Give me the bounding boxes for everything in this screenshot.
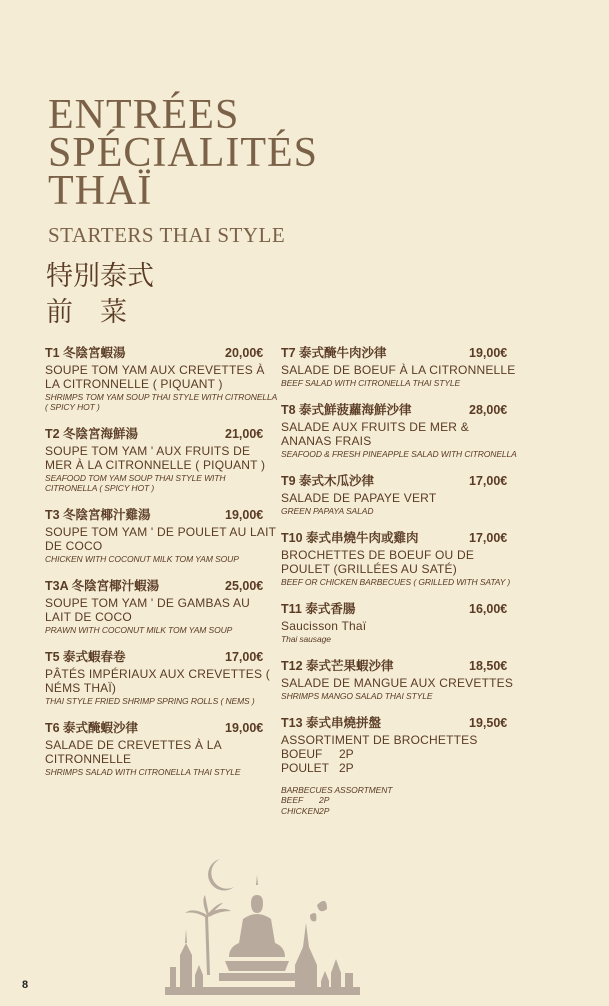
chinese-title-line: 特別泰式	[46, 261, 154, 292]
item-name-en: BEEF SALAD WITH CITRONELLA THAI STYLE	[281, 378, 461, 388]
menu-item	[45, 345, 277, 412]
item-code: T8 泰式鮮菠蘿海鮮沙律	[281, 403, 412, 417]
assortment-row	[281, 761, 521, 775]
item-name-fr: SALADE DE MANGUE AUX CREVETTES	[281, 676, 514, 690]
item-name-fr: SOUPE TOM YAM ' DE POULET AU LAIT DE COCO	[45, 525, 276, 553]
item-code: T6 泰式醃蝦沙律	[45, 721, 139, 735]
menu-item	[45, 507, 277, 564]
title-line: THAÏ	[48, 168, 153, 214]
item-name-en: SHRIMPS SALAD WITH CITRONELLA THAI STYLE	[45, 767, 241, 777]
page-number: 8	[22, 979, 29, 991]
item-name-fr: SALADE DE PAPAYE VERT	[281, 491, 437, 505]
item-price: 19,00€	[469, 346, 508, 360]
assortment-label: BOEUF	[281, 747, 323, 761]
item-price: 18,50€	[469, 659, 508, 673]
assortment-qty-en: 2P	[319, 795, 330, 805]
item-code: T2 冬陰宮海鮮湯	[45, 427, 139, 441]
title-line: ENTRÉES	[48, 92, 240, 138]
leaf-icon	[310, 913, 316, 921]
menu-item	[45, 426, 277, 493]
item-price: 20,00€	[225, 346, 264, 360]
menu-item	[281, 402, 521, 459]
item-name-en: SEAFOOD & FRESH PINEAPPLE SALAD WITH CITRONELLA	[281, 449, 517, 459]
menu-item	[45, 720, 277, 777]
stupa-icon	[180, 929, 192, 995]
item-code: T3A 冬陰宮椰汁蝦湯	[45, 579, 160, 593]
menu-item	[281, 345, 521, 388]
menu-item	[45, 578, 277, 635]
thai-skyline-illustration	[145, 855, 365, 995]
item-code: T1 冬陰宮蝦湯	[45, 346, 126, 360]
item-name-fr: SALADE AUX FRUITS DE MER & ANANAS FRAIS	[281, 420, 469, 448]
assortment-row-en	[281, 806, 521, 817]
item-name-fr: Saucisson Thaï	[281, 619, 367, 633]
item-code: T12 泰式芒果蝦沙律	[281, 659, 394, 673]
item-code: T3 冬陰宮椰汁雞湯	[45, 508, 151, 522]
item-name-en: SHRIMPS TOM YAM SOUP THAI STYLE WITH CITRONELLA ( SPICY HOT )	[45, 392, 277, 412]
assortment-qty: 2P	[339, 747, 354, 761]
item-code: T10 泰式串燒牛肉或雞肉	[281, 531, 419, 545]
menu-column-right	[281, 345, 521, 831]
menu-item	[45, 649, 277, 706]
item-name-fr: BROCHETTES DE BOEUF OU DE POULET (GRILLÉES AU SATÉ)	[281, 548, 475, 576]
item-name-en: BARBECUES ASSORTMENT	[281, 785, 393, 795]
item-code: T5 泰式蝦春卷	[45, 650, 126, 664]
assortment-row	[281, 747, 521, 761]
item-name-en: SHRIMPS MANGO SALAD THAI STYLE	[281, 691, 433, 701]
item-price: 17,00€	[225, 650, 264, 664]
item-price: 17,00€	[469, 531, 508, 545]
buddha-statue-icon	[219, 875, 295, 981]
chinese-title	[46, 259, 154, 331]
item-name-fr: SOUPE TOM YAM ' AUX FRUITS DE MER À LA CITRONNELLE ( PIQUANT )	[45, 444, 266, 472]
item-name-fr: SOUPE TOM YAM AUX CREVETTES À LA CITRONNELLE ( PIQUANT )	[45, 363, 265, 391]
page-subtitle: STARTERS THAI STYLE	[48, 223, 286, 247]
item-name-fr: PÂTÉS IMPÉRIAUX AUX CREVETTES ( NÉMS THAÏ)	[45, 667, 270, 695]
item-code: T7 泰式醃牛肉沙律	[281, 346, 387, 360]
menu-item	[281, 715, 521, 817]
item-name-en: PRAWN WITH COCONUT MILK TOM YAM SOUP	[45, 625, 233, 635]
item-price: 28,00€	[469, 403, 508, 417]
item-name-en: BEEF OR CHICKEN BARBECUES ( GRILLED WITH SATAY )	[281, 577, 511, 587]
item-price: 16,00€	[469, 602, 508, 616]
item-name-fr: SALADE DE CREVETTES À LA CITRONNELLE	[45, 738, 222, 766]
item-price: 19,00€	[225, 721, 264, 735]
item-name-en: THAI STYLE FRIED SHRIMP SPRING ROLLS ( NEMS )	[45, 696, 255, 706]
menu-item	[281, 601, 521, 644]
item-price: 25,00€	[225, 579, 264, 593]
stupa-icon	[295, 923, 317, 995]
item-name-en: CHICKEN WITH COCONUT MILK TOM YAM SOUP	[45, 554, 239, 564]
assortment-label-en: BEEF	[281, 795, 304, 805]
item-name-en: Thai sausage	[281, 634, 331, 644]
assortment-qty-en: 2P	[319, 806, 330, 816]
item-price: 19,50€	[469, 716, 508, 730]
chinese-title-line: 前 菜	[46, 297, 127, 328]
page-title	[48, 92, 319, 214]
assortment-qty: 2P	[339, 761, 354, 775]
crescent-moon-icon	[208, 859, 234, 890]
item-code: T9 泰式木瓜沙律	[281, 474, 375, 488]
menu-column-left	[45, 345, 277, 791]
leaf-icon	[317, 901, 327, 911]
item-name-en: GREEN PAPAYA SALAD	[281, 506, 374, 516]
title-line: SPÉCIALITÉS	[48, 130, 319, 176]
item-name-fr: ASSORTIMENT DE BROCHETTES	[281, 733, 478, 747]
item-name-en: SEAFOOD TOM YAM SOUP THAI STYLE WITH CITRONELLA ( SPICY HOT )	[45, 473, 226, 493]
item-name-fr: SOUPE TOM YAM ' DE GAMBAS AU LAIT DE COCO	[45, 596, 251, 624]
item-name-fr: SALADE DE BOEUF À LA CITRONNELLE	[281, 363, 516, 377]
item-price: 19,00€	[225, 508, 264, 522]
menu-item	[281, 530, 521, 587]
assortment-row-en	[281, 795, 521, 806]
assortment-label-en: CHICKEN	[281, 806, 320, 816]
item-code: T13 泰式串燒拼盤	[281, 716, 382, 730]
assortment-label: POULET	[281, 761, 330, 775]
item-code: T11 泰式香腸	[281, 602, 356, 616]
menu-item	[281, 473, 521, 516]
item-price: 21,00€	[225, 427, 264, 441]
menu-item	[281, 658, 521, 701]
item-price: 17,00€	[469, 474, 508, 488]
